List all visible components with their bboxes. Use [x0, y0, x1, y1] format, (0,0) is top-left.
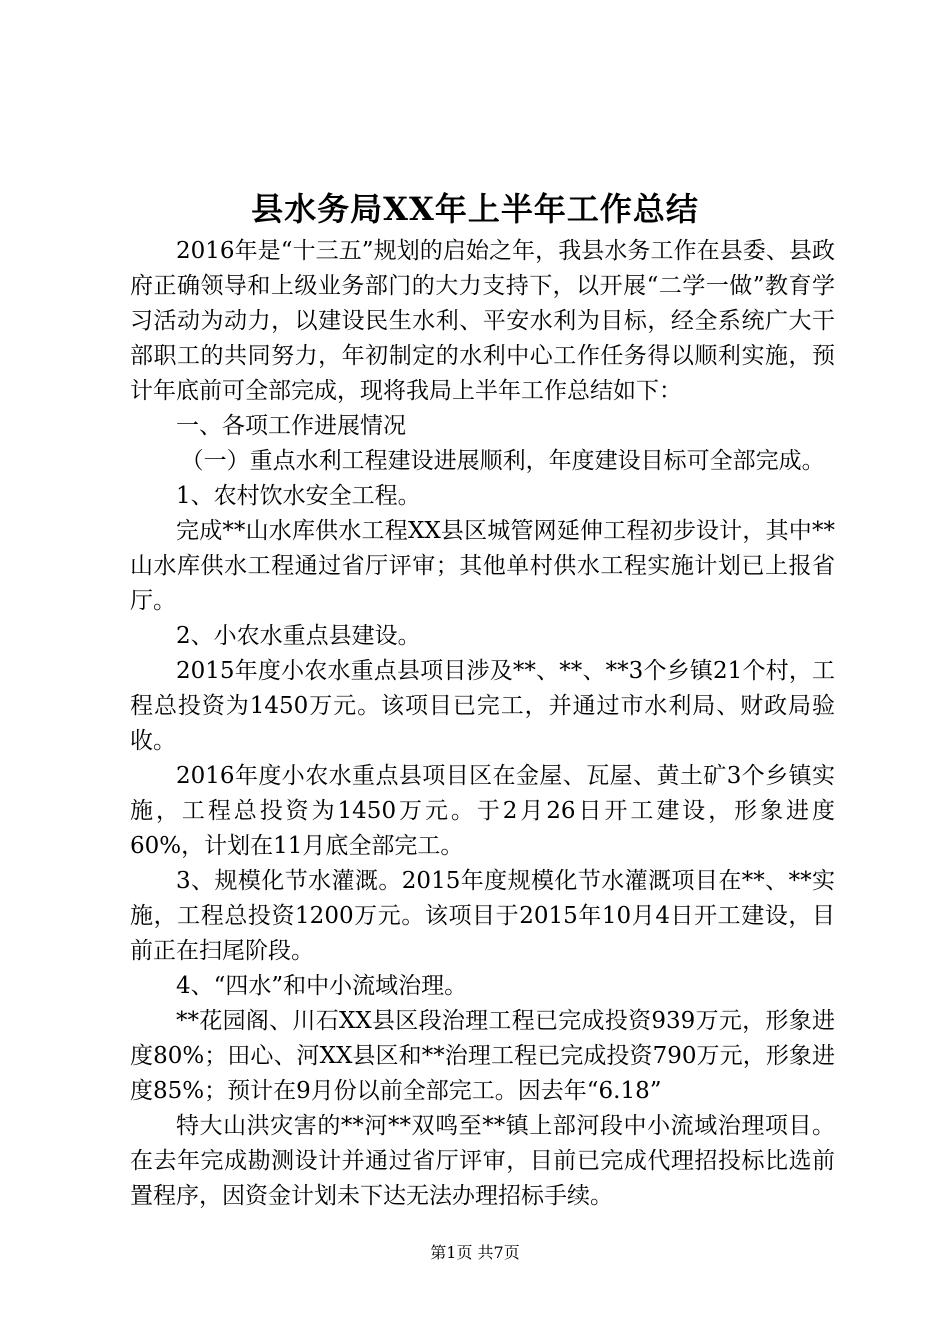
- body-paragraph: **花园阁、川石XX县区段治理工程已完成投资939万元，形象进度80%；田心、河XX县区和**治理工程已完成投资790万元，形象进度85%；预计在9月份以前全部完工。因去年“6.18”: [130, 1008, 835, 1104]
- body-paragraph: 2016年度小农水重点县项目区在金屋、瓦屋、黄土矿3个乡镇实施，工程总投资为1450万元。于2月26日开工建设，形象进度60%，计划在11月底全部完工。: [130, 763, 835, 859]
- body-paragraph: 完成**山水库供水工程XX县区城管网延伸工程初步设计，其中**山水库供水工程通过省厅评审；其他单村供水工程实施计划已上报省厅。: [130, 518, 835, 614]
- subsection-heading: （一）重点水利工程建设进展顺利，年度建设目标可全部完成。: [180, 448, 825, 474]
- page-footer: 第1页 共7页: [430, 1243, 520, 1262]
- item-heading: 4、“四水”和中小流域治理。: [176, 973, 468, 999]
- body-paragraph: 2015年度小农水重点县项目涉及**、**、**3个乡镇21个村，工程总投资为1450万元。该项目已完工，并通过市水利局、财政局验收。: [130, 658, 835, 754]
- item-heading: 1、农村饮水安全工程。: [176, 483, 421, 509]
- body-paragraph: 特大山洪灾害的**河**双鸣至**镇上部河段中小流域治理项目。在去年完成勘测设计并通过省厅评审，目前已完成代理招投标比选前置程序，因资金计划未下达无法办理招标手续。: [130, 1113, 835, 1209]
- section-heading: 一、各项工作进展情况: [176, 413, 406, 439]
- intro-paragraph: 2016年是“十三五”规划的启始之年，我县水务工作在县委、县政府正确领导和上级业务部门的大力支持下，以开展“二学一做”教育学习活动为动力，以建设民生水利、平安水利为目标，经全系统广大干部职工的共同努力，年初制定的水利中心工作任务得以顺利实施，预计年底前可全部完成，现将我局上半年工作总结如下：: [130, 238, 835, 404]
- item-heading: 2、小农水重点县建设。: [176, 623, 421, 649]
- body-paragraph: 3、规模化节水灌溉。2015年度规模化节水灌溉项目在**、**实施，工程总投资1200万元。该项目于2015年10月4日开工建设，目前正在扫尾阶段。: [130, 868, 835, 964]
- document-body: [130, 234, 835, 1214]
- document-title: 县水务局XX年上半年工作总结: [251, 190, 699, 228]
